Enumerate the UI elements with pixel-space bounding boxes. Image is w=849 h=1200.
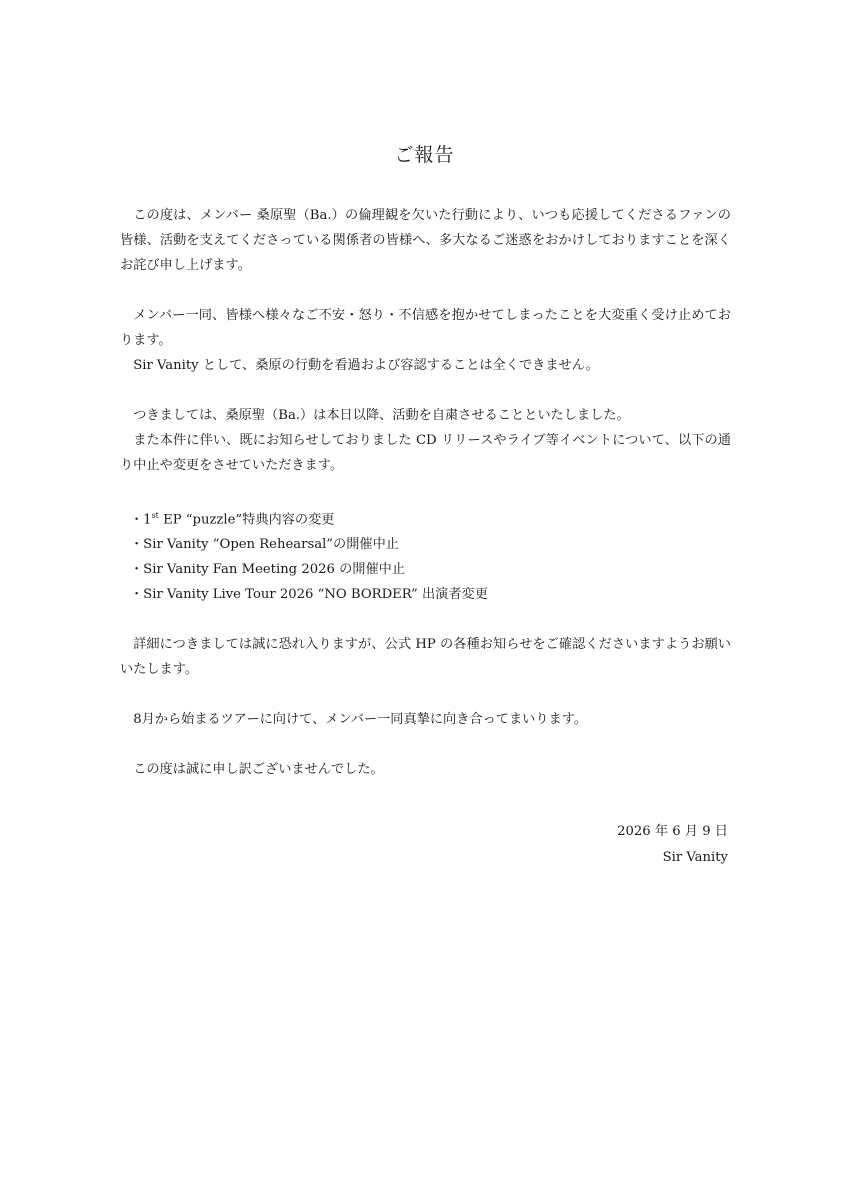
paragraph-gap — [120, 732, 731, 757]
signature-block — [617, 819, 728, 871]
tour-paragraph: 8月から始まるツアーに向けて、メンバー一同真摯に向き合ってまいります。 — [133, 712, 588, 728]
paragraph-gap — [120, 378, 731, 403]
list-item — [130, 503, 731, 532]
apology-paragraph: この度は、メンバー 桑原聖（Ba.）の倫理観を欠いた行動により、いつも応援してくださるファンの皆様、活動を支えてくださっている関係者の皆様へ、多大なるご迷惑をおかけしておりますことを深くお詫び申し上げます。 — [120, 208, 731, 273]
paragraph-gap — [120, 478, 731, 503]
members-statement-paragraph: メンバー一同、皆様へ様々なご不安・怒り・不信感を抱かせてしまったことを大変重く受け止めております。 — [120, 308, 731, 348]
document-title: ご報告 — [394, 144, 455, 166]
list-item: ・Sir Vanity Live Tour 2026 “NO BORDER” 出演者変更 — [130, 587, 488, 603]
paragraph-gap — [120, 682, 731, 707]
list-item-text: EP “puzzle”特典内容の変更 — [158, 512, 335, 528]
suspension-paragraph: つきましては、桑原聖（Ba.）は本日以降、活動を自粛させることといたしました。 — [133, 408, 630, 423]
paragraph-gap — [120, 607, 731, 632]
ordinal-suffix: st — [151, 511, 159, 520]
signature-name: Sir Vanity — [662, 850, 728, 865]
document-date: 2026 年 6 月 9 日 — [617, 824, 728, 839]
band-stance-paragraph: Sir Vanity として、桑原の行動を看過および容認することは全くできません。 — [133, 358, 599, 373]
list-item: ・Sir Vanity “Open Rehearsal”の開催中止 — [130, 537, 399, 553]
list-item: ・Sir Vanity Fan Meeting 2026 の開催中止 — [130, 562, 406, 578]
closing-apology-paragraph: この度は誠に申し訳ございませんでした。 — [133, 762, 384, 778]
event-changes-paragraph: また本件に伴い、既にお知らせしておりました CD リリースやライブ等イベントについて、以下の通り中止や変更をさせていただきます。 — [120, 433, 731, 473]
document-body — [120, 203, 731, 782]
details-paragraph: 詳細につきましては誠に恐れ入りますが、公式 HP の各種お知らせをご確認くださいますようお願いいたします。 — [120, 637, 731, 678]
list-item-prefix: ・1 — [130, 512, 152, 528]
changes-list — [120, 503, 731, 607]
paragraph-gap — [120, 278, 731, 303]
